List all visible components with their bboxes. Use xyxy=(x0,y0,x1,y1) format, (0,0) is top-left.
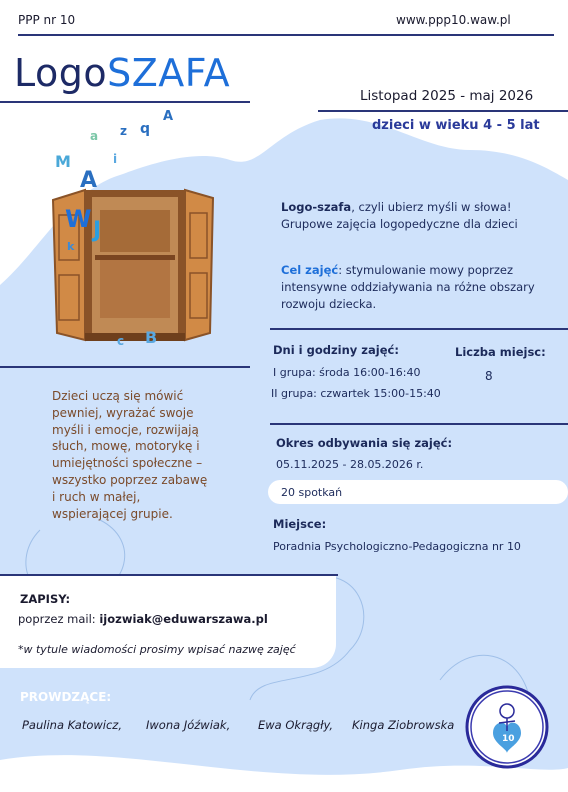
leader-name-3: Ewa Okrągły, xyxy=(258,718,334,732)
signup-line: poprzez mail: ijozwiak@eduwarszawa.pl xyxy=(18,612,268,626)
letter-M: M xyxy=(55,152,71,171)
period-heading: Okres odbywania się zajęć: xyxy=(276,436,453,450)
intro-text: Logo-szafa, czyli ubierz myśli w słowa! Grupowe zajęcia logopedyczne dla dzieci xyxy=(281,200,518,231)
letter-z: z xyxy=(120,124,127,138)
page-title: LogoSZAFA xyxy=(14,51,231,95)
location-heading: Miejsce: xyxy=(273,517,327,531)
goal-text: Cel zajęć: stymulowanie mowy poprzez intensywne oddziaływania na różne obszary rozwoju dziecka. xyxy=(281,263,535,311)
period-value: 05.11.2025 - 28.05.2026 r. xyxy=(276,458,424,471)
header-url: www.ppp10.waw.pl xyxy=(396,13,511,27)
section-divider-1 xyxy=(270,328,568,330)
schedule-group2: II grupa: czwartek 15:00-15:40 xyxy=(271,387,441,400)
signup-note: *w tytule wiadomości prosimy wpisać nazwę zajęć xyxy=(18,643,296,656)
letter-a: a xyxy=(90,129,99,143)
letter-A: A xyxy=(80,168,98,193)
places-value: 8 xyxy=(485,369,493,383)
letter-J: J xyxy=(93,218,102,243)
signup-email[interactable]: ijozwiak@eduwarszawa.pl xyxy=(99,612,268,626)
wardrobe-illustration xyxy=(45,105,225,345)
letter-q: q xyxy=(140,121,151,137)
header-left: PPP nr 10 xyxy=(18,13,76,27)
schedule-heading: Dni i godziny zajęć: xyxy=(273,343,399,357)
leaders-heading: PROWDZĄCE: xyxy=(20,690,112,704)
leader-name-4: Kinga Ziobrowska xyxy=(352,718,455,732)
svg-text:10: 10 xyxy=(502,734,515,744)
letter-W: W xyxy=(65,205,92,233)
leader-name-2: Iwona Jóźwiak, xyxy=(146,718,231,732)
letter-k: k xyxy=(67,240,75,253)
location-value: Poradnia Psychologiczno-Pedagogiczna nr 10 xyxy=(273,540,521,553)
left-divider xyxy=(0,366,250,368)
places-heading: Liczba miejsc: xyxy=(455,345,546,359)
header-divider xyxy=(18,34,554,36)
schedule-group1: I grupa: środa 16:00-16:40 xyxy=(273,366,421,379)
age-text: dzieci w wieku 4 - 5 lat xyxy=(372,118,540,133)
meetings-count: 20 spotkań xyxy=(281,486,343,499)
dates-text: Listopad 2025 - maj 2026 xyxy=(360,88,534,104)
letter-B: B xyxy=(145,328,158,345)
signup-heading: ZAPISY: xyxy=(20,592,71,606)
description-text: Dzieci uczą się mówić pewniej, wyrażać swoje myśli i emocje, rozwijają słuch, mowę, motorykę i umiejętności społeczne – wszystko poprzez zabawę i ruch w małej, wspierającej grupie. xyxy=(52,389,208,521)
dates-divider xyxy=(318,110,568,112)
letter-c: c xyxy=(117,334,125,345)
title-underline xyxy=(0,101,250,103)
letter-A-top: A xyxy=(163,109,174,124)
section-divider-2 xyxy=(270,423,568,425)
letter-i: i xyxy=(113,152,118,166)
clinic-logo xyxy=(463,683,551,771)
leader-name-1: Paulina Katowicz, xyxy=(22,718,122,732)
